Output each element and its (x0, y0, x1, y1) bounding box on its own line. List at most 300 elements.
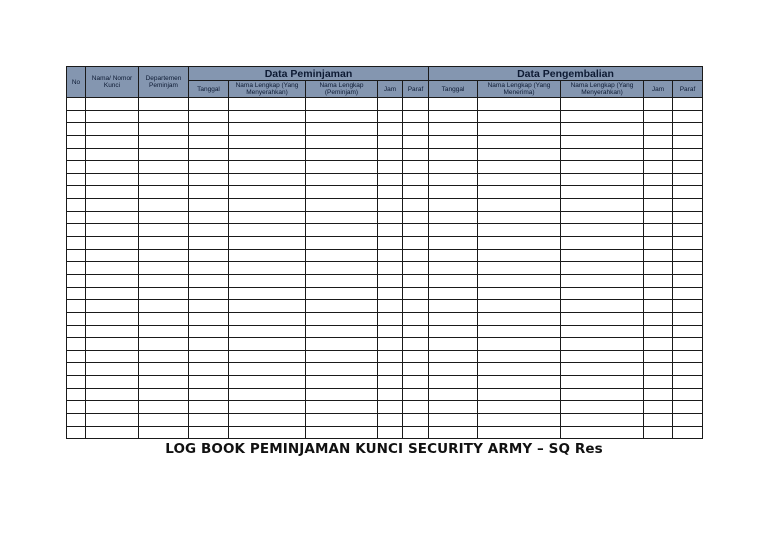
table-cell[interactable] (86, 287, 139, 300)
table-cell[interactable] (429, 249, 478, 262)
table-cell[interactable] (189, 401, 229, 414)
table-cell[interactable] (644, 363, 673, 376)
table-cell[interactable] (644, 186, 673, 199)
table-cell[interactable] (86, 325, 139, 338)
table-cell[interactable] (139, 123, 189, 136)
table-cell[interactable] (644, 224, 673, 237)
table-cell[interactable] (561, 249, 644, 262)
table-cell[interactable] (403, 300, 429, 313)
table-cell[interactable] (306, 401, 378, 414)
table-cell[interactable] (139, 98, 189, 111)
table-cell[interactable] (673, 350, 703, 363)
table-cell[interactable] (673, 363, 703, 376)
table-cell[interactable] (561, 363, 644, 376)
table-cell[interactable] (429, 186, 478, 199)
table-cell[interactable] (139, 148, 189, 161)
table-cell[interactable] (403, 211, 429, 224)
table-cell[interactable] (378, 173, 403, 186)
table-cell[interactable] (139, 173, 189, 186)
table-cell[interactable] (189, 249, 229, 262)
table-cell[interactable] (673, 98, 703, 111)
table-cell[interactable] (229, 312, 306, 325)
table-cell[interactable] (378, 249, 403, 262)
table-cell[interactable] (644, 414, 673, 427)
table-cell[interactable] (673, 199, 703, 212)
table-cell[interactable] (139, 325, 189, 338)
table-cell[interactable] (189, 325, 229, 338)
table-cell[interactable] (86, 363, 139, 376)
table-cell[interactable] (673, 338, 703, 351)
table-cell[interactable] (229, 237, 306, 250)
table-cell[interactable] (378, 237, 403, 250)
table-cell[interactable] (378, 98, 403, 111)
table-cell[interactable] (86, 426, 139, 439)
table-cell[interactable] (86, 148, 139, 161)
table-cell[interactable] (139, 287, 189, 300)
table-cell[interactable] (673, 388, 703, 401)
table-cell[interactable] (67, 211, 86, 224)
table-cell[interactable] (429, 300, 478, 313)
table-cell[interactable] (67, 110, 86, 123)
table-cell[interactable] (86, 237, 139, 250)
table-cell[interactable] (561, 376, 644, 389)
table-cell[interactable] (561, 414, 644, 427)
table-cell[interactable] (561, 186, 644, 199)
table-cell[interactable] (378, 211, 403, 224)
table-cell[interactable] (306, 388, 378, 401)
table-cell[interactable] (306, 237, 378, 250)
table-cell[interactable] (644, 376, 673, 389)
table-cell[interactable] (229, 363, 306, 376)
table-cell[interactable] (644, 388, 673, 401)
table-cell[interactable] (403, 199, 429, 212)
table-cell[interactable] (673, 262, 703, 275)
table-cell[interactable] (306, 287, 378, 300)
table-cell[interactable] (403, 388, 429, 401)
table-cell[interactable] (139, 199, 189, 212)
table-cell[interactable] (306, 199, 378, 212)
table-cell[interactable] (67, 199, 86, 212)
table-cell[interactable] (67, 173, 86, 186)
table-cell[interactable] (403, 338, 429, 351)
table-cell[interactable] (189, 414, 229, 427)
table-cell[interactable] (478, 98, 561, 111)
table-cell[interactable] (306, 186, 378, 199)
table-cell[interactable] (561, 148, 644, 161)
table-cell[interactable] (478, 338, 561, 351)
table-cell[interactable] (378, 186, 403, 199)
table-cell[interactable] (644, 325, 673, 338)
table-cell[interactable] (86, 186, 139, 199)
table-cell[interactable] (378, 338, 403, 351)
table-cell[interactable] (378, 312, 403, 325)
table-cell[interactable] (378, 414, 403, 427)
table-cell[interactable] (403, 123, 429, 136)
table-cell[interactable] (378, 363, 403, 376)
table-cell[interactable] (429, 211, 478, 224)
table-cell[interactable] (378, 350, 403, 363)
table-cell[interactable] (229, 350, 306, 363)
table-cell[interactable] (673, 148, 703, 161)
table-cell[interactable] (86, 110, 139, 123)
table-cell[interactable] (378, 135, 403, 148)
table-cell[interactable] (561, 325, 644, 338)
table-cell[interactable] (403, 161, 429, 174)
table-cell[interactable] (139, 186, 189, 199)
table-cell[interactable] (429, 325, 478, 338)
table-cell[interactable] (478, 148, 561, 161)
table-cell[interactable] (429, 262, 478, 275)
table-cell[interactable] (139, 274, 189, 287)
table-cell[interactable] (306, 325, 378, 338)
table-cell[interactable] (378, 199, 403, 212)
table-cell[interactable] (403, 287, 429, 300)
table-cell[interactable] (229, 262, 306, 275)
table-cell[interactable] (673, 110, 703, 123)
table-cell[interactable] (306, 426, 378, 439)
table-cell[interactable] (229, 211, 306, 224)
table-cell[interactable] (429, 110, 478, 123)
table-cell[interactable] (644, 312, 673, 325)
table-cell[interactable] (429, 98, 478, 111)
table-cell[interactable] (644, 274, 673, 287)
table-cell[interactable] (429, 376, 478, 389)
table-cell[interactable] (229, 135, 306, 148)
table-cell[interactable] (67, 426, 86, 439)
table-cell[interactable] (644, 199, 673, 212)
table-cell[interactable] (306, 274, 378, 287)
table-cell[interactable] (403, 186, 429, 199)
table-cell[interactable] (478, 249, 561, 262)
table-cell[interactable] (478, 376, 561, 389)
table-cell[interactable] (86, 249, 139, 262)
table-cell[interactable] (189, 173, 229, 186)
table-cell[interactable] (67, 237, 86, 250)
table-cell[interactable] (403, 401, 429, 414)
table-cell[interactable] (67, 388, 86, 401)
table-cell[interactable] (189, 274, 229, 287)
table-cell[interactable] (306, 350, 378, 363)
table-cell[interactable] (561, 300, 644, 313)
table-cell[interactable] (67, 224, 86, 237)
table-cell[interactable] (644, 300, 673, 313)
table-cell[interactable] (86, 161, 139, 174)
table-cell[interactable] (229, 173, 306, 186)
table-cell[interactable] (644, 148, 673, 161)
table-cell[interactable] (229, 186, 306, 199)
table-cell[interactable] (478, 426, 561, 439)
table-cell[interactable] (478, 199, 561, 212)
table-cell[interactable] (139, 300, 189, 313)
table-cell[interactable] (306, 135, 378, 148)
table-cell[interactable] (67, 98, 86, 111)
table-cell[interactable] (229, 325, 306, 338)
table-cell[interactable] (644, 161, 673, 174)
table-cell[interactable] (67, 401, 86, 414)
table-cell[interactable] (189, 135, 229, 148)
table-cell[interactable] (561, 161, 644, 174)
table-cell[interactable] (229, 426, 306, 439)
table-cell[interactable] (673, 300, 703, 313)
table-cell[interactable] (86, 376, 139, 389)
table-cell[interactable] (429, 312, 478, 325)
table-cell[interactable] (673, 401, 703, 414)
table-cell[interactable] (429, 363, 478, 376)
table-cell[interactable] (673, 123, 703, 136)
table-cell[interactable] (189, 262, 229, 275)
table-cell[interactable] (561, 312, 644, 325)
table-cell[interactable] (644, 401, 673, 414)
table-cell[interactable] (478, 237, 561, 250)
table-cell[interactable] (403, 312, 429, 325)
table-cell[interactable] (644, 98, 673, 111)
table-cell[interactable] (561, 135, 644, 148)
table-cell[interactable] (306, 300, 378, 313)
table-cell[interactable] (478, 388, 561, 401)
table-cell[interactable] (189, 237, 229, 250)
table-cell[interactable] (378, 325, 403, 338)
table-cell[interactable] (139, 426, 189, 439)
table-cell[interactable] (229, 414, 306, 427)
table-cell[interactable] (673, 274, 703, 287)
table-cell[interactable] (306, 414, 378, 427)
table-cell[interactable] (378, 161, 403, 174)
table-cell[interactable] (306, 123, 378, 136)
table-cell[interactable] (478, 312, 561, 325)
table-cell[interactable] (561, 110, 644, 123)
table-cell[interactable] (378, 426, 403, 439)
table-cell[interactable] (403, 135, 429, 148)
table-cell[interactable] (229, 110, 306, 123)
table-cell[interactable] (561, 287, 644, 300)
table-cell[interactable] (189, 148, 229, 161)
table-cell[interactable] (67, 312, 86, 325)
table-cell[interactable] (673, 287, 703, 300)
table-cell[interactable] (673, 237, 703, 250)
table-cell[interactable] (403, 274, 429, 287)
table-cell[interactable] (561, 274, 644, 287)
table-cell[interactable] (306, 376, 378, 389)
table-cell[interactable] (673, 224, 703, 237)
table-cell[interactable] (67, 325, 86, 338)
table-cell[interactable] (403, 325, 429, 338)
table-cell[interactable] (429, 224, 478, 237)
table-cell[interactable] (306, 312, 378, 325)
table-cell[interactable] (644, 350, 673, 363)
table-cell[interactable] (403, 414, 429, 427)
table-cell[interactable] (429, 123, 478, 136)
table-cell[interactable] (67, 274, 86, 287)
table-cell[interactable] (139, 237, 189, 250)
table-cell[interactable] (403, 110, 429, 123)
table-cell[interactable] (67, 161, 86, 174)
table-cell[interactable] (561, 401, 644, 414)
table-cell[interactable] (403, 376, 429, 389)
table-cell[interactable] (306, 98, 378, 111)
table-cell[interactable] (429, 388, 478, 401)
table-cell[interactable] (673, 161, 703, 174)
table-cell[interactable] (229, 388, 306, 401)
table-cell[interactable] (478, 123, 561, 136)
table-cell[interactable] (561, 224, 644, 237)
table-cell[interactable] (189, 161, 229, 174)
table-cell[interactable] (86, 224, 139, 237)
table-cell[interactable] (139, 376, 189, 389)
table-cell[interactable] (86, 199, 139, 212)
table-cell[interactable] (139, 338, 189, 351)
table-cell[interactable] (67, 414, 86, 427)
table-cell[interactable] (229, 338, 306, 351)
table-cell[interactable] (644, 173, 673, 186)
table-cell[interactable] (67, 300, 86, 313)
table-cell[interactable] (189, 376, 229, 389)
table-cell[interactable] (306, 262, 378, 275)
table-cell[interactable] (189, 350, 229, 363)
table-cell[interactable] (429, 401, 478, 414)
table-cell[interactable] (429, 338, 478, 351)
table-cell[interactable] (139, 312, 189, 325)
table-cell[interactable] (378, 123, 403, 136)
table-cell[interactable] (378, 401, 403, 414)
table-cell[interactable] (229, 401, 306, 414)
table-cell[interactable] (478, 161, 561, 174)
table-cell[interactable] (189, 123, 229, 136)
table-cell[interactable] (429, 161, 478, 174)
table-cell[interactable] (644, 237, 673, 250)
table-cell[interactable] (429, 173, 478, 186)
table-cell[interactable] (378, 300, 403, 313)
table-cell[interactable] (189, 287, 229, 300)
table-cell[interactable] (378, 388, 403, 401)
table-cell[interactable] (229, 98, 306, 111)
table-cell[interactable] (644, 249, 673, 262)
table-cell[interactable] (139, 388, 189, 401)
table-cell[interactable] (229, 224, 306, 237)
table-cell[interactable] (306, 148, 378, 161)
table-cell[interactable] (229, 249, 306, 262)
table-cell[interactable] (644, 426, 673, 439)
table-cell[interactable] (561, 338, 644, 351)
table-cell[interactable] (139, 249, 189, 262)
table-cell[interactable] (189, 363, 229, 376)
table-cell[interactable] (67, 338, 86, 351)
table-cell[interactable] (561, 211, 644, 224)
table-cell[interactable] (673, 173, 703, 186)
table-cell[interactable] (644, 123, 673, 136)
table-cell[interactable] (306, 110, 378, 123)
table-cell[interactable] (378, 376, 403, 389)
table-cell[interactable] (139, 224, 189, 237)
table-cell[interactable] (86, 262, 139, 275)
table-cell[interactable] (378, 274, 403, 287)
table-cell[interactable] (478, 287, 561, 300)
table-cell[interactable] (67, 249, 86, 262)
table-cell[interactable] (86, 388, 139, 401)
table-cell[interactable] (229, 123, 306, 136)
table-cell[interactable] (403, 350, 429, 363)
table-cell[interactable] (189, 300, 229, 313)
table-cell[interactable] (67, 350, 86, 363)
table-cell[interactable] (229, 148, 306, 161)
table-cell[interactable] (478, 262, 561, 275)
table-cell[interactable] (429, 135, 478, 148)
table-cell[interactable] (403, 262, 429, 275)
table-cell[interactable] (378, 262, 403, 275)
table-cell[interactable] (86, 98, 139, 111)
table-cell[interactable] (189, 388, 229, 401)
table-cell[interactable] (306, 338, 378, 351)
table-cell[interactable] (86, 173, 139, 186)
table-cell[interactable] (189, 186, 229, 199)
table-cell[interactable] (561, 388, 644, 401)
table-cell[interactable] (67, 135, 86, 148)
table-cell[interactable] (673, 211, 703, 224)
table-cell[interactable] (67, 123, 86, 136)
table-cell[interactable] (86, 211, 139, 224)
table-cell[interactable] (673, 376, 703, 389)
table-cell[interactable] (306, 211, 378, 224)
table-cell[interactable] (561, 173, 644, 186)
table-cell[interactable] (86, 123, 139, 136)
table-cell[interactable] (189, 110, 229, 123)
table-cell[interactable] (673, 186, 703, 199)
table-cell[interactable] (139, 350, 189, 363)
table-cell[interactable] (478, 135, 561, 148)
table-cell[interactable] (306, 173, 378, 186)
table-cell[interactable] (478, 224, 561, 237)
table-cell[interactable] (403, 224, 429, 237)
table-cell[interactable] (306, 224, 378, 237)
table-cell[interactable] (378, 148, 403, 161)
table-cell[interactable] (478, 274, 561, 287)
table-cell[interactable] (229, 287, 306, 300)
table-cell[interactable] (86, 300, 139, 313)
table-cell[interactable] (67, 363, 86, 376)
table-cell[interactable] (429, 350, 478, 363)
table-cell[interactable] (403, 363, 429, 376)
table-cell[interactable] (229, 274, 306, 287)
table-cell[interactable] (673, 249, 703, 262)
table-cell[interactable] (139, 363, 189, 376)
table-cell[interactable] (561, 262, 644, 275)
table-cell[interactable] (644, 110, 673, 123)
table-cell[interactable] (139, 401, 189, 414)
table-cell[interactable] (429, 237, 478, 250)
table-cell[interactable] (429, 414, 478, 427)
table-cell[interactable] (561, 237, 644, 250)
table-cell[interactable] (306, 363, 378, 376)
table-cell[interactable] (561, 98, 644, 111)
table-cell[interactable] (378, 110, 403, 123)
table-cell[interactable] (673, 135, 703, 148)
table-cell[interactable] (478, 173, 561, 186)
table-cell[interactable] (229, 376, 306, 389)
table-cell[interactable] (67, 262, 86, 275)
table-cell[interactable] (403, 173, 429, 186)
table-cell[interactable] (86, 338, 139, 351)
table-cell[interactable] (229, 199, 306, 212)
table-cell[interactable] (189, 338, 229, 351)
table-cell[interactable] (478, 110, 561, 123)
table-cell[interactable] (86, 414, 139, 427)
table-cell[interactable] (644, 211, 673, 224)
table-cell[interactable] (189, 199, 229, 212)
table-cell[interactable] (673, 312, 703, 325)
table-cell[interactable] (189, 211, 229, 224)
table-cell[interactable] (139, 135, 189, 148)
table-cell[interactable] (429, 287, 478, 300)
table-cell[interactable] (229, 300, 306, 313)
